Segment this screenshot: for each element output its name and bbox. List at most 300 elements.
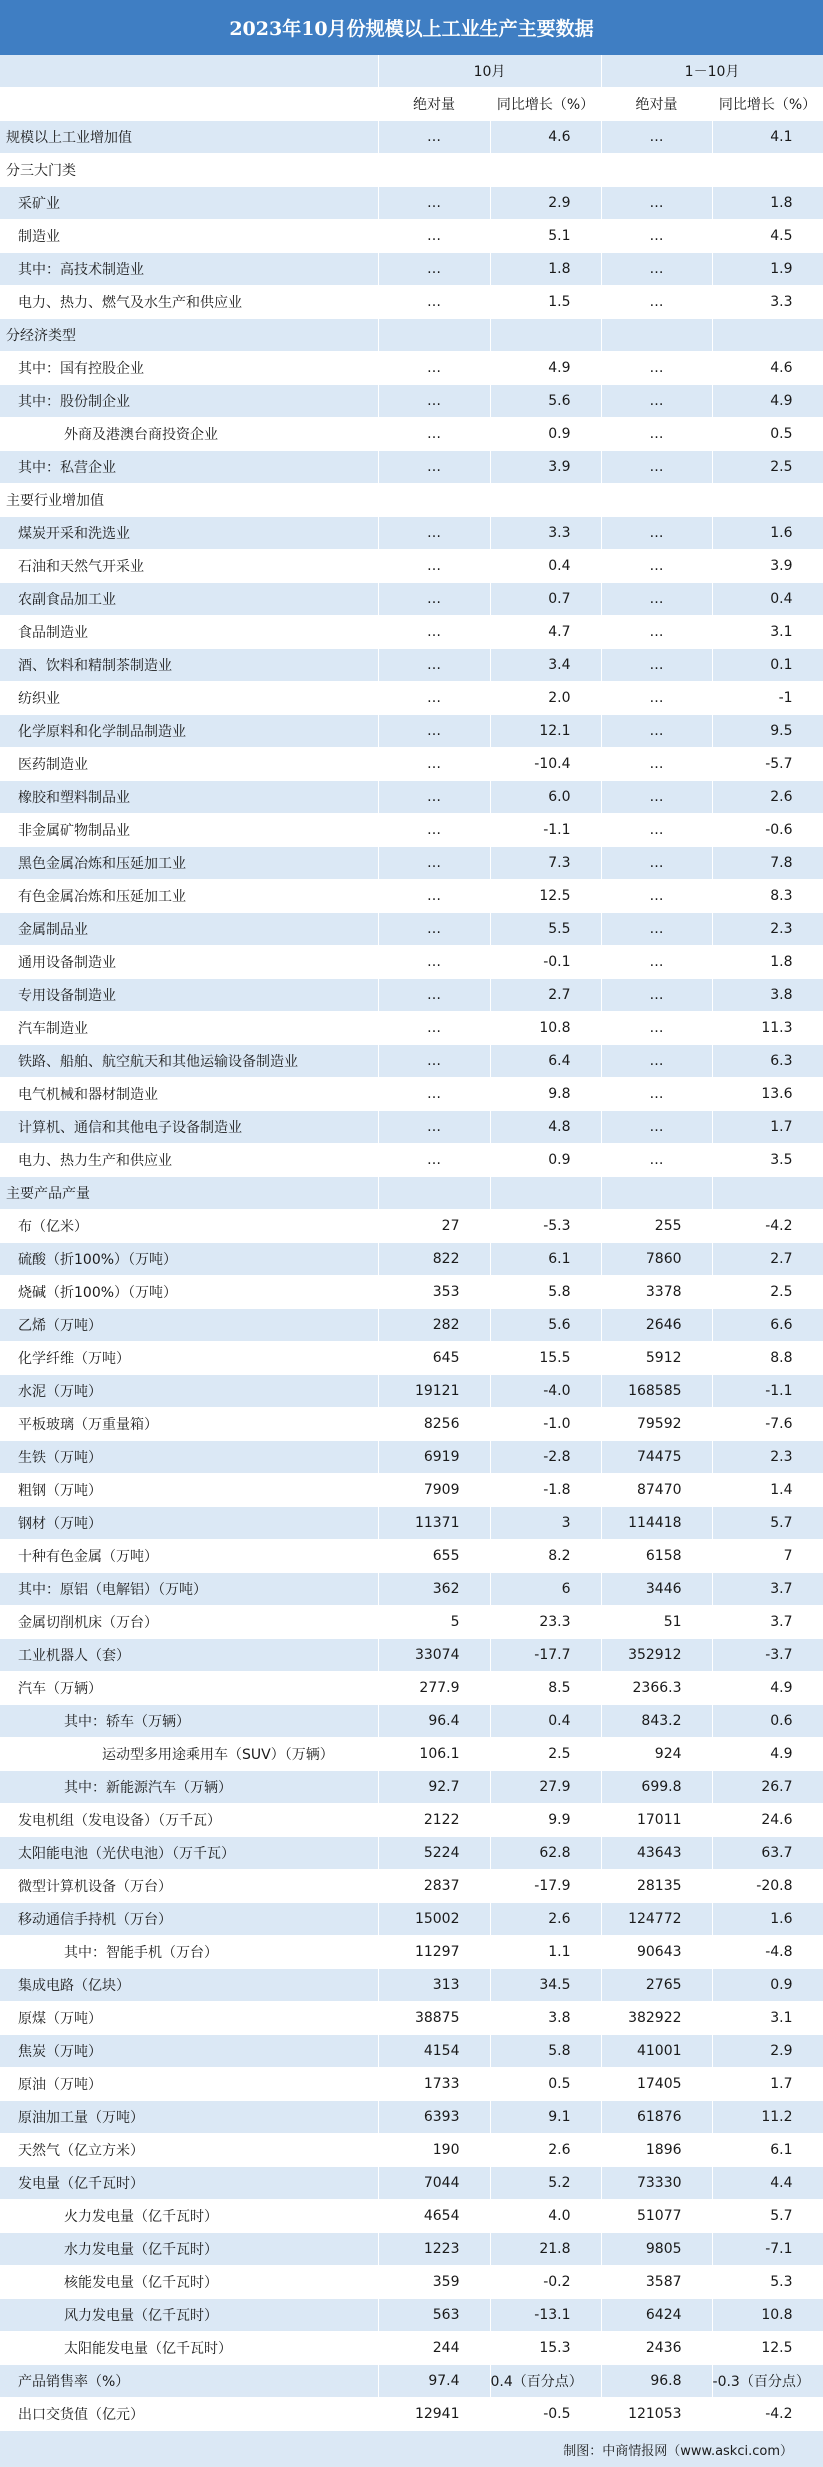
ytd-yoy-cell: -0.6 <box>712 814 823 847</box>
table-row <box>0 2332 823 2365</box>
oct-abs-cell: … <box>378 1045 490 1078</box>
ytd-yoy-cell: 1.6 <box>712 517 823 550</box>
table-row <box>0 1903 823 1936</box>
ytd-abs-cell: … <box>601 220 712 253</box>
ytd-abs-cell: … <box>601 418 712 451</box>
ytd-yoy-cell: 1.6 <box>712 1903 823 1936</box>
ytd-abs-cell: 9805 <box>601 2233 712 2266</box>
table-row <box>0 748 823 781</box>
ytd-yoy-cell <box>712 154 823 187</box>
ytd-yoy-cell: -7.1 <box>712 2233 823 2266</box>
ytd-yoy-cell: 0.6 <box>712 1705 823 1738</box>
oct-yoy-cell: 0.7 <box>490 583 601 616</box>
oct-abs-cell: 12941 <box>378 2398 490 2431</box>
row-label: 采矿业 <box>0 187 378 220</box>
row-label: 乙烯（万吨） <box>0 1309 378 1342</box>
table-row <box>0 220 823 253</box>
oct-yoy-cell: 7.3 <box>490 847 601 880</box>
ytd-abs-cell: 121053 <box>601 2398 712 2431</box>
oct-abs-cell: … <box>378 880 490 913</box>
oct-yoy-cell: 2.6 <box>490 1903 601 1936</box>
ytd-yoy-cell: 0.9 <box>712 1969 823 2002</box>
ytd-yoy-cell: 7 <box>712 1540 823 1573</box>
ytd-abs-cell: 41001 <box>601 2035 712 2068</box>
oct-abs-cell: … <box>378 715 490 748</box>
row-label: 制造业 <box>0 220 378 253</box>
ytd-yoy-cell: 3.1 <box>712 2002 823 2035</box>
oct-abs-cell: 38875 <box>378 2002 490 2035</box>
oct-abs-cell: 96.4 <box>378 1705 490 1738</box>
ytd-yoy-cell: 5.3 <box>712 2266 823 2299</box>
oct-abs-cell: 190 <box>378 2134 490 2167</box>
row-label: 有色金属冶炼和压延加工业 <box>0 880 378 913</box>
table-row <box>0 616 823 649</box>
ytd-yoy-cell: 2.7 <box>712 1243 823 1276</box>
ytd-yoy-cell: 4.6 <box>712 352 823 385</box>
ytd-abs-cell: … <box>601 1045 712 1078</box>
ytd-yoy-cell: 2.3 <box>712 913 823 946</box>
table-row <box>0 2101 823 2134</box>
row-label: 农副食品加工业 <box>0 583 378 616</box>
oct-abs-cell: 7044 <box>378 2167 490 2200</box>
oct-yoy-cell: 8.2 <box>490 1540 601 1573</box>
ytd-abs-cell: 96.8 <box>601 2365 712 2398</box>
ytd-yoy-cell: 1.8 <box>712 187 823 220</box>
oct-yoy-cell: 12.1 <box>490 715 601 748</box>
oct-abs-cell: … <box>378 748 490 781</box>
ytd-yoy-cell: 0.4 <box>712 583 823 616</box>
oct-yoy-cell: -5.3 <box>490 1210 601 1243</box>
row-label: 十种有色金属（万吨） <box>0 1540 378 1573</box>
ytd-abs-cell: … <box>601 715 712 748</box>
table-row <box>0 649 823 682</box>
ytd-yoy-cell: 4.1 <box>712 121 823 154</box>
oct-abs-cell: … <box>378 352 490 385</box>
oct-yoy-cell: 23.3 <box>490 1606 601 1639</box>
ytd-yoy-cell: -3.7 <box>712 1639 823 1672</box>
table-row <box>0 682 823 715</box>
ytd-abs-cell: 90643 <box>601 1936 712 1969</box>
table-row <box>0 2233 823 2266</box>
row-label: 其中：轿车（万辆） <box>0 1705 378 1738</box>
ytd-abs-cell: 124772 <box>601 1903 712 1936</box>
table-row <box>0 1342 823 1375</box>
oct-abs-cell: … <box>378 385 490 418</box>
ytd-abs-cell: 3378 <box>601 1276 712 1309</box>
ytd-yoy-cell: 0.1 <box>712 649 823 682</box>
ytd-abs-cell: 2436 <box>601 2332 712 2365</box>
row-label: 分经济类型 <box>0 319 378 352</box>
oct-yoy-cell: 12.5 <box>490 880 601 913</box>
ytd-abs-cell: 1896 <box>601 2134 712 2167</box>
ytd-yoy-cell: -1.1 <box>712 1375 823 1408</box>
ytd-yoy-cell: 26.7 <box>712 1771 823 1804</box>
ytd-abs-cell: 2765 <box>601 1969 712 2002</box>
row-label: 集成电路（亿块） <box>0 1969 378 2002</box>
ytd-yoy-cell: 2.9 <box>712 2035 823 2068</box>
table-row <box>0 517 823 550</box>
oct-yoy-cell: 5.6 <box>490 385 601 418</box>
row-label: 电气机械和器材制造业 <box>0 1078 378 1111</box>
table-title: 2023年10月份规模以上工业生产主要数据 <box>0 0 823 55</box>
row-label: 工业机器人（套） <box>0 1639 378 1672</box>
table-row <box>0 385 823 418</box>
oct-yoy-cell: 62.8 <box>490 1837 601 1870</box>
ytd-abs-cell: … <box>601 979 712 1012</box>
ytd-yoy-cell: 2.6 <box>712 781 823 814</box>
ytd-yoy-cell: 3.9 <box>712 550 823 583</box>
header-blank <box>0 88 378 121</box>
oct-yoy-cell: 4.0 <box>490 2200 601 2233</box>
table-row <box>0 1078 823 1111</box>
ytd-abs-cell: 17405 <box>601 2068 712 2101</box>
oct-yoy-cell: 4.8 <box>490 1111 601 1144</box>
table-row <box>0 1969 823 2002</box>
oct-yoy-cell: 0.4 <box>490 1705 601 1738</box>
oct-abs-cell: 282 <box>378 1309 490 1342</box>
row-label: 风力发电量（亿千瓦时） <box>0 2299 378 2332</box>
oct-yoy-cell: 0.9 <box>490 1144 601 1177</box>
oct-abs-cell: 645 <box>378 1342 490 1375</box>
table-body <box>0 121 823 2431</box>
ytd-abs-cell <box>601 154 712 187</box>
ytd-yoy-cell: -4.8 <box>712 1936 823 1969</box>
row-label: 焦炭（万吨） <box>0 2035 378 2068</box>
table-row <box>0 154 823 187</box>
table-row <box>0 946 823 979</box>
ytd-yoy-cell: 6.1 <box>712 2134 823 2167</box>
row-label: 其中：新能源汽车（万辆） <box>0 1771 378 1804</box>
oct-abs-cell: 8256 <box>378 1408 490 1441</box>
row-label: 太阳能电池（光伏电池）（万千瓦） <box>0 1837 378 1870</box>
row-label: 规模以上工业增加值 <box>0 121 378 154</box>
ytd-yoy-cell: 9.5 <box>712 715 823 748</box>
row-label: 煤炭开采和洗选业 <box>0 517 378 550</box>
oct-abs-cell: … <box>378 220 490 253</box>
oct-abs-cell: … <box>378 1012 490 1045</box>
row-label: 其中：私营企业 <box>0 451 378 484</box>
oct-yoy-cell: 3 <box>490 1507 601 1540</box>
oct-yoy-cell: 5.2 <box>490 2167 601 2200</box>
header-row-columns <box>0 88 823 121</box>
oct-yoy-cell: 4.7 <box>490 616 601 649</box>
ytd-abs-cell: 352912 <box>601 1639 712 1672</box>
table-row <box>0 418 823 451</box>
row-label: 出口交货值（亿元） <box>0 2398 378 2431</box>
source-credit: 制图：中商情报网（www.askci.com） <box>0 2431 823 2467</box>
row-label: 原煤（万吨） <box>0 2002 378 2035</box>
oct-yoy-cell: 2.5 <box>490 1738 601 1771</box>
table-row <box>0 253 823 286</box>
row-label: 粗钢（万吨） <box>0 1474 378 1507</box>
ytd-abs-cell: … <box>601 1111 712 1144</box>
table-row <box>0 1045 823 1078</box>
ytd-abs-cell: 61876 <box>601 2101 712 2134</box>
ytd-abs-cell: … <box>601 517 712 550</box>
ytd-yoy-cell: 13.6 <box>712 1078 823 1111</box>
ytd-abs-cell: … <box>601 253 712 286</box>
table-row <box>0 352 823 385</box>
ytd-yoy-cell: 3.7 <box>712 1606 823 1639</box>
ytd-abs-cell: 17011 <box>601 1804 712 1837</box>
ytd-abs-cell: … <box>601 1078 712 1111</box>
row-label: 布（亿米） <box>0 1210 378 1243</box>
oct-yoy-cell: -13.1 <box>490 2299 601 2332</box>
table-row <box>0 2167 823 2200</box>
ytd-abs-cell: 843.2 <box>601 1705 712 1738</box>
row-label: 计算机、通信和其他电子设备制造业 <box>0 1111 378 1144</box>
oct-abs-cell: … <box>378 253 490 286</box>
ytd-yoy-cell: 2.5 <box>712 451 823 484</box>
row-label: 水力发电量（亿千瓦时） <box>0 2233 378 2266</box>
ytd-abs-cell: … <box>601 352 712 385</box>
row-label: 核能发电量（亿千瓦时） <box>0 2266 378 2299</box>
oct-abs-cell <box>378 154 490 187</box>
ytd-abs-cell: 114418 <box>601 1507 712 1540</box>
oct-yoy-cell: 5.1 <box>490 220 601 253</box>
table-row <box>0 847 823 880</box>
oct-yoy-cell: 5.5 <box>490 913 601 946</box>
ytd-abs-cell: 168585 <box>601 1375 712 1408</box>
oct-abs-cell: 5224 <box>378 1837 490 1870</box>
row-label: 微型计算机设备（万台） <box>0 1870 378 1903</box>
table-row <box>0 2299 823 2332</box>
ytd-abs-cell: 6424 <box>601 2299 712 2332</box>
oct-abs-cell: … <box>378 451 490 484</box>
table-row <box>0 1672 823 1705</box>
row-label: 通用设备制造业 <box>0 946 378 979</box>
ytd-abs-cell: … <box>601 616 712 649</box>
oct-abs-cell: 11371 <box>378 1507 490 1540</box>
header-ytd: 1－10月 <box>601 55 823 88</box>
table-row <box>0 1441 823 1474</box>
oct-yoy-cell: -17.9 <box>490 1870 601 1903</box>
oct-abs-cell: 106.1 <box>378 1738 490 1771</box>
row-label: 酒、饮料和精制茶制造业 <box>0 649 378 682</box>
ytd-yoy-cell: 7.8 <box>712 847 823 880</box>
table-row <box>0 1111 823 1144</box>
row-label: 橡胶和塑料制品业 <box>0 781 378 814</box>
table-row <box>0 715 823 748</box>
table-row <box>0 1243 823 1276</box>
oct-abs-cell: 6919 <box>378 1441 490 1474</box>
ytd-abs-cell: … <box>601 451 712 484</box>
table-row <box>0 2266 823 2299</box>
row-label: 钢材（万吨） <box>0 1507 378 1540</box>
oct-yoy-cell: -10.4 <box>490 748 601 781</box>
oct-abs-cell <box>378 319 490 352</box>
ytd-yoy-cell: 3.1 <box>712 616 823 649</box>
oct-yoy-cell: 6.1 <box>490 1243 601 1276</box>
ytd-abs-cell: … <box>601 847 712 880</box>
ytd-abs-cell: 924 <box>601 1738 712 1771</box>
oct-yoy-cell: 21.8 <box>490 2233 601 2266</box>
ytd-abs-cell: … <box>601 187 712 220</box>
oct-yoy-cell: 3.3 <box>490 517 601 550</box>
oct-yoy-cell: -1.8 <box>490 1474 601 1507</box>
oct-yoy-cell: 1.1 <box>490 1936 601 1969</box>
oct-abs-cell: … <box>378 946 490 979</box>
ytd-abs-cell: … <box>601 550 712 583</box>
row-label: 其中：高技术制造业 <box>0 253 378 286</box>
oct-abs-cell <box>378 1177 490 1210</box>
row-label: 其中：国有控股企业 <box>0 352 378 385</box>
table-row <box>0 1375 823 1408</box>
oct-abs-cell: … <box>378 517 490 550</box>
row-label: 外商及港澳台商投资企业 <box>0 418 378 451</box>
ytd-yoy-cell: 2.5 <box>712 1276 823 1309</box>
oct-abs-cell: 27 <box>378 1210 490 1243</box>
table-row <box>0 781 823 814</box>
ytd-abs-cell: 87470 <box>601 1474 712 1507</box>
oct-abs-cell: 313 <box>378 1969 490 2002</box>
row-label: 电力、热力生产和供应业 <box>0 1144 378 1177</box>
oct-abs-cell: … <box>378 814 490 847</box>
row-label: 其中：智能手机（万台） <box>0 1936 378 1969</box>
row-label: 非金属矿物制品业 <box>0 814 378 847</box>
ytd-yoy-cell: 3.5 <box>712 1144 823 1177</box>
ytd-abs-cell <box>601 484 712 517</box>
oct-yoy-cell: 2.9 <box>490 187 601 220</box>
ytd-yoy-cell: 24.6 <box>712 1804 823 1837</box>
ytd-abs-cell: 6158 <box>601 1540 712 1573</box>
ytd-abs-cell: … <box>601 1144 712 1177</box>
oct-abs-cell: … <box>378 1111 490 1144</box>
ytd-abs-cell: … <box>601 1012 712 1045</box>
ytd-abs-cell: … <box>601 946 712 979</box>
oct-abs-cell <box>378 484 490 517</box>
table-row <box>0 1639 823 1672</box>
row-label: 产品销售率（%） <box>0 2365 378 2398</box>
oct-abs-cell: 4154 <box>378 2035 490 2068</box>
table-row <box>0 2365 823 2398</box>
oct-abs-cell: 359 <box>378 2266 490 2299</box>
row-label: 汽车制造业 <box>0 1012 378 1045</box>
oct-abs-cell: … <box>378 847 490 880</box>
oct-yoy-cell: 10.8 <box>490 1012 601 1045</box>
table-row <box>0 484 823 517</box>
oct-abs-cell: 2837 <box>378 1870 490 1903</box>
oct-yoy-cell: 0.9 <box>490 418 601 451</box>
header-ytd-abs: 绝对量 <box>601 88 712 121</box>
ytd-abs-cell: … <box>601 880 712 913</box>
ytd-yoy-cell: 1.4 <box>712 1474 823 1507</box>
table-row <box>0 1573 823 1606</box>
ytd-abs-cell: 255 <box>601 1210 712 1243</box>
row-label: 天然气（亿立方米） <box>0 2134 378 2167</box>
ytd-abs-cell: 74475 <box>601 1441 712 1474</box>
table-row <box>0 1012 823 1045</box>
ytd-abs-cell: … <box>601 385 712 418</box>
oct-abs-cell: 92.7 <box>378 1771 490 1804</box>
row-label: 太阳能发电量（亿千瓦时） <box>0 2332 378 2365</box>
ytd-yoy-cell: 1.7 <box>712 1111 823 1144</box>
ytd-abs-cell: 2366.3 <box>601 1672 712 1705</box>
oct-yoy-cell: -1.0 <box>490 1408 601 1441</box>
oct-yoy-cell: 15.3 <box>490 2332 601 2365</box>
ytd-abs-cell: … <box>601 814 712 847</box>
ytd-yoy-cell: 6.6 <box>712 1309 823 1342</box>
row-label: 原油加工量（万吨） <box>0 2101 378 2134</box>
row-label: 化学纤维（万吨） <box>0 1342 378 1375</box>
oct-abs-cell: … <box>378 1078 490 1111</box>
table-row <box>0 1144 823 1177</box>
row-label: 硫酸（折100%）（万吨） <box>0 1243 378 1276</box>
oct-yoy-cell: -1.1 <box>490 814 601 847</box>
oct-yoy-cell: 3.9 <box>490 451 601 484</box>
ytd-abs-cell: … <box>601 913 712 946</box>
ytd-yoy-cell: 4.9 <box>712 1672 823 1705</box>
oct-yoy-cell: 0.4（百分点） <box>490 2365 601 2398</box>
oct-yoy-cell: 1.5 <box>490 286 601 319</box>
row-label: 汽车（万辆） <box>0 1672 378 1705</box>
oct-abs-cell: … <box>378 682 490 715</box>
table-row <box>0 1408 823 1441</box>
header-row-groups <box>0 55 823 88</box>
ytd-abs-cell: … <box>601 781 712 814</box>
oct-yoy-cell: -0.1 <box>490 946 601 979</box>
oct-abs-cell: 4654 <box>378 2200 490 2233</box>
table-row <box>0 1705 823 1738</box>
row-label: 医药制造业 <box>0 748 378 781</box>
row-label: 其中：原铝（电解铝）（万吨） <box>0 1573 378 1606</box>
ytd-abs-cell <box>601 1177 712 1210</box>
oct-yoy-cell <box>490 154 601 187</box>
row-label: 移动通信手持机（万台） <box>0 1903 378 1936</box>
oct-yoy-cell <box>490 484 601 517</box>
ytd-yoy-cell: 3.3 <box>712 286 823 319</box>
ytd-abs-cell: … <box>601 649 712 682</box>
table-row <box>0 1507 823 1540</box>
oct-yoy-cell: 0.5 <box>490 2068 601 2101</box>
ytd-yoy-cell: 1.8 <box>712 946 823 979</box>
table-row <box>0 2002 823 2035</box>
oct-yoy-cell: 3.8 <box>490 2002 601 2035</box>
oct-abs-cell: 244 <box>378 2332 490 2365</box>
oct-yoy-cell: 6.4 <box>490 1045 601 1078</box>
table-row <box>0 1309 823 1342</box>
table-row <box>0 1837 823 1870</box>
table-row <box>0 1870 823 1903</box>
ytd-yoy-cell: 3.8 <box>712 979 823 1012</box>
table-row <box>0 1177 823 1210</box>
oct-yoy-cell: 4.6 <box>490 121 601 154</box>
table-row <box>0 187 823 220</box>
table-row <box>0 2068 823 2101</box>
ytd-yoy-cell: -1 <box>712 682 823 715</box>
ytd-yoy-cell: 63.7 <box>712 1837 823 1870</box>
ytd-abs-cell: … <box>601 748 712 781</box>
oct-abs-cell: 15002 <box>378 1903 490 1936</box>
row-label: 食品制造业 <box>0 616 378 649</box>
ytd-yoy-cell: -0.3（百分点） <box>712 2365 823 2398</box>
ytd-yoy-cell <box>712 484 823 517</box>
ytd-yoy-cell: 10.8 <box>712 2299 823 2332</box>
row-label: 铁路、船舶、航空航天和其他运输设备制造业 <box>0 1045 378 1078</box>
row-label: 金属切削机床（万台） <box>0 1606 378 1639</box>
oct-abs-cell: 362 <box>378 1573 490 1606</box>
table-row <box>0 814 823 847</box>
oct-abs-cell: … <box>378 583 490 616</box>
oct-abs-cell: … <box>378 187 490 220</box>
ytd-abs-cell: … <box>601 121 712 154</box>
ytd-yoy-cell: -4.2 <box>712 2398 823 2431</box>
row-label: 其中：股份制企业 <box>0 385 378 418</box>
oct-abs-cell: … <box>378 550 490 583</box>
table-row <box>0 880 823 913</box>
table-row <box>0 1738 823 1771</box>
ytd-abs-cell: … <box>601 583 712 616</box>
